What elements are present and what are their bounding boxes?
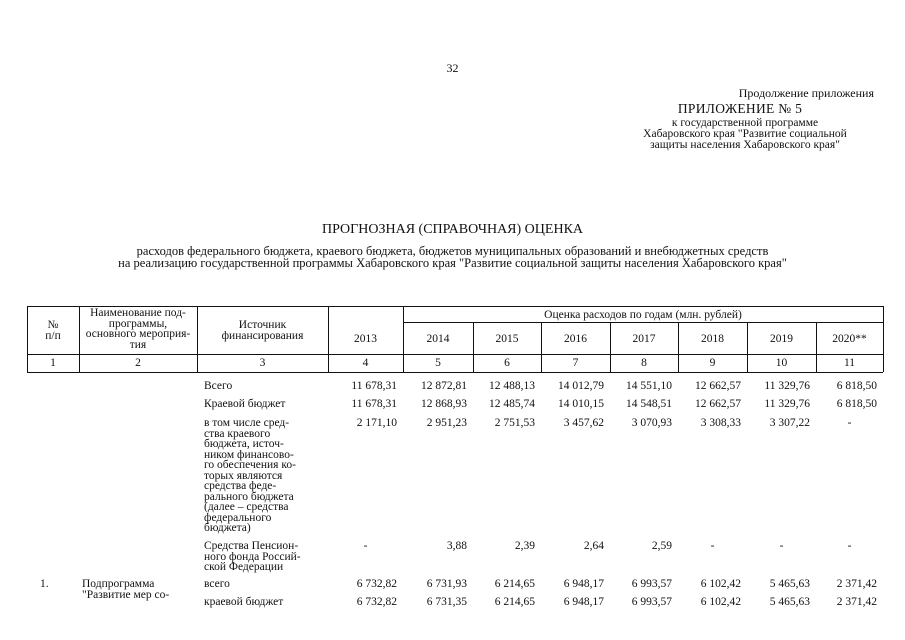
header-col-index: 4 bbox=[362, 357, 369, 369]
row-value: - bbox=[363, 540, 368, 552]
header-col-index: 11 bbox=[843, 357, 856, 369]
header-col-number bbox=[27, 320, 79, 341]
row-value: 2 171,10 bbox=[356, 417, 397, 429]
header-year: 2018 bbox=[701, 333, 724, 345]
document-subtitle-line: расходов федерального бюджета, краевого бюджета, бюджетов муниципальных образований и внебюджетных средств bbox=[136, 244, 769, 258]
row-value: 11 329,76 bbox=[764, 380, 810, 392]
row-value: 11 678,31 bbox=[351, 380, 397, 392]
header-col-source-line: Источник bbox=[238, 319, 287, 331]
row-source-line: рального бюджета bbox=[204, 490, 294, 503]
header-col-index: 5 bbox=[435, 357, 441, 369]
row-value: 2,39 bbox=[514, 540, 535, 552]
row-name-line: Подпрограмма bbox=[82, 578, 155, 590]
row-source bbox=[204, 541, 324, 573]
row-value: 6 731,93 bbox=[426, 578, 467, 590]
row-value: 6 102,42 bbox=[700, 578, 741, 590]
row-source bbox=[204, 418, 324, 534]
row-value: 5 465,63 bbox=[769, 578, 810, 590]
row-source bbox=[204, 399, 324, 410]
row-value: 6 948,17 bbox=[563, 596, 604, 608]
header-year: 2013 bbox=[354, 333, 377, 345]
header-group-years: Оценка расходов по годам (млн. рублей) bbox=[544, 309, 742, 321]
table-rule bbox=[403, 322, 883, 323]
header-col-number-line: п/п bbox=[45, 329, 61, 342]
header-year: 2015 bbox=[495, 333, 519, 345]
header-col-source bbox=[197, 320, 328, 341]
row-value: 11 329,76 bbox=[764, 398, 810, 410]
appendix-subtitle-line: защиты населения Хабаровского края" bbox=[650, 139, 840, 151]
row-source-line: бюджета, источ- bbox=[204, 438, 284, 450]
row-source-line: в том числе сред- bbox=[204, 417, 290, 429]
row-source-line: федерального bbox=[204, 511, 272, 524]
row-value: 6 732,82 bbox=[356, 596, 397, 608]
row-source-line: ской Федерации bbox=[204, 561, 284, 573]
row-value: 6 214,65 bbox=[494, 596, 535, 608]
row-value: 2 951,23 bbox=[426, 417, 467, 429]
page-number: 32 bbox=[446, 61, 459, 75]
row-source-line: ства краевого bbox=[204, 427, 271, 440]
appendix-title: ПРИЛОЖЕНИЕ № 5 bbox=[677, 101, 803, 116]
header-col-index: 8 bbox=[641, 357, 647, 369]
row-source-line: Всего bbox=[204, 380, 233, 392]
header-year: 2014 bbox=[426, 333, 450, 345]
row-value: 3 307,22 bbox=[769, 417, 810, 429]
row-name-line: "Развитие мер со- bbox=[82, 588, 170, 601]
row-value: 2 751,53 bbox=[494, 417, 535, 429]
row-value: 6 731,35 bbox=[426, 596, 467, 608]
table-rule bbox=[27, 354, 883, 355]
row-value: 12 485,74 bbox=[489, 398, 535, 410]
header-year: 2019 bbox=[770, 333, 793, 345]
row-source bbox=[204, 381, 324, 392]
row-value: 14 551,10 bbox=[626, 380, 672, 392]
table-rule bbox=[27, 372, 883, 373]
row-source-line: ного фонда Россий- bbox=[204, 550, 301, 563]
row-source-line: Средства Пенсион- bbox=[204, 540, 299, 552]
appendix-subtitle-line: Хабаровского края "Развитие социальной bbox=[643, 128, 847, 140]
row-value: 12 872,81 bbox=[421, 380, 467, 392]
row-value: 3,88 bbox=[446, 540, 467, 552]
row-value: 6 732,82 bbox=[356, 578, 397, 590]
row-value: - bbox=[710, 540, 715, 552]
row-value: 2 371,42 bbox=[836, 578, 877, 590]
appendix-subtitle-line: к государственной программе bbox=[671, 117, 819, 129]
header-col-index: 10 bbox=[775, 357, 788, 369]
header-col-name-line: тия bbox=[129, 338, 147, 351]
row-source-line: торых являются bbox=[204, 469, 283, 482]
header-col-index: 2 bbox=[135, 357, 141, 369]
row-source-line: (далее – средства bbox=[204, 501, 289, 513]
row-value: 11 678,31 bbox=[351, 398, 397, 410]
document-title: ПРОГНОЗНАЯ (СПРАВОЧНАЯ) ОЦЕНКА bbox=[321, 222, 584, 237]
row-source bbox=[204, 579, 324, 590]
row-value: 3 070,93 bbox=[631, 417, 672, 429]
header-col-name-line: программы, bbox=[108, 317, 168, 330]
row-source-line: всего bbox=[204, 578, 230, 590]
row-value: 6 818,50 bbox=[836, 380, 877, 392]
header-col-index: 6 bbox=[504, 357, 510, 369]
row-value: 6 993,57 bbox=[631, 596, 672, 608]
header-col-name-line: основного мероприя- bbox=[85, 328, 191, 340]
row-value: 6 818,50 bbox=[836, 398, 877, 410]
row-value: 12 662,57 bbox=[695, 380, 741, 392]
row-value: - bbox=[847, 540, 852, 552]
row-value: - bbox=[779, 540, 784, 552]
row-value: 12 488,13 bbox=[489, 380, 535, 392]
header-year: 2016 bbox=[564, 333, 587, 345]
row-value: 14 012,79 bbox=[558, 380, 604, 392]
row-source-line: Краевой бюджет bbox=[204, 398, 286, 410]
row-source-line: бюджета) bbox=[204, 522, 251, 534]
header-col-index: 1 bbox=[50, 357, 56, 369]
row-number: 1. bbox=[40, 578, 49, 590]
row-value: 14 010,15 bbox=[558, 398, 604, 410]
row-source-line: краевой бюджет bbox=[204, 596, 284, 608]
row-source-line: го обеспечения ко- bbox=[204, 459, 296, 471]
row-value: 6 214,65 bbox=[494, 578, 535, 590]
document-subtitle-line: на реализацию государственной программы Хабаровского края "Развитие социальной защиты населения Хабаровского края" bbox=[118, 256, 787, 270]
header-col-index: 7 bbox=[572, 357, 579, 369]
row-source bbox=[204, 597, 324, 608]
continuation-note: Продолжение приложения bbox=[738, 86, 874, 100]
table-rule bbox=[883, 306, 884, 372]
header-col-source-line: финансирования bbox=[221, 329, 304, 342]
row-value: 3 308,33 bbox=[700, 417, 741, 429]
header-year: 2017 bbox=[632, 333, 656, 345]
header-col-number-line: № bbox=[47, 319, 59, 331]
row-value: 2,59 bbox=[651, 540, 672, 552]
row-value: - bbox=[847, 417, 852, 429]
row-value: 6 102,42 bbox=[700, 596, 741, 608]
row-value: 6 993,57 bbox=[631, 578, 672, 590]
header-col-name bbox=[79, 308, 197, 350]
row-value: 12 868,93 bbox=[421, 398, 467, 410]
row-value: 14 548,51 bbox=[626, 398, 672, 410]
row-value: 6 948,17 bbox=[563, 578, 604, 590]
row-value: 3 457,62 bbox=[563, 417, 604, 429]
row-value: 12 662,57 bbox=[695, 398, 741, 410]
row-value: 2,64 bbox=[583, 540, 604, 552]
header-year: 2020** bbox=[832, 333, 867, 345]
row-value: 5 465,63 bbox=[769, 596, 810, 608]
header-col-index: 3 bbox=[259, 357, 266, 369]
row-source-line: ником финансово- bbox=[204, 448, 294, 461]
row-value: 2 371,42 bbox=[836, 596, 877, 608]
row-name bbox=[82, 579, 194, 600]
header-col-name-line: Наименование под- bbox=[90, 307, 186, 319]
row-source-line: средства феде- bbox=[204, 480, 277, 492]
header-col-index: 9 bbox=[709, 357, 716, 369]
